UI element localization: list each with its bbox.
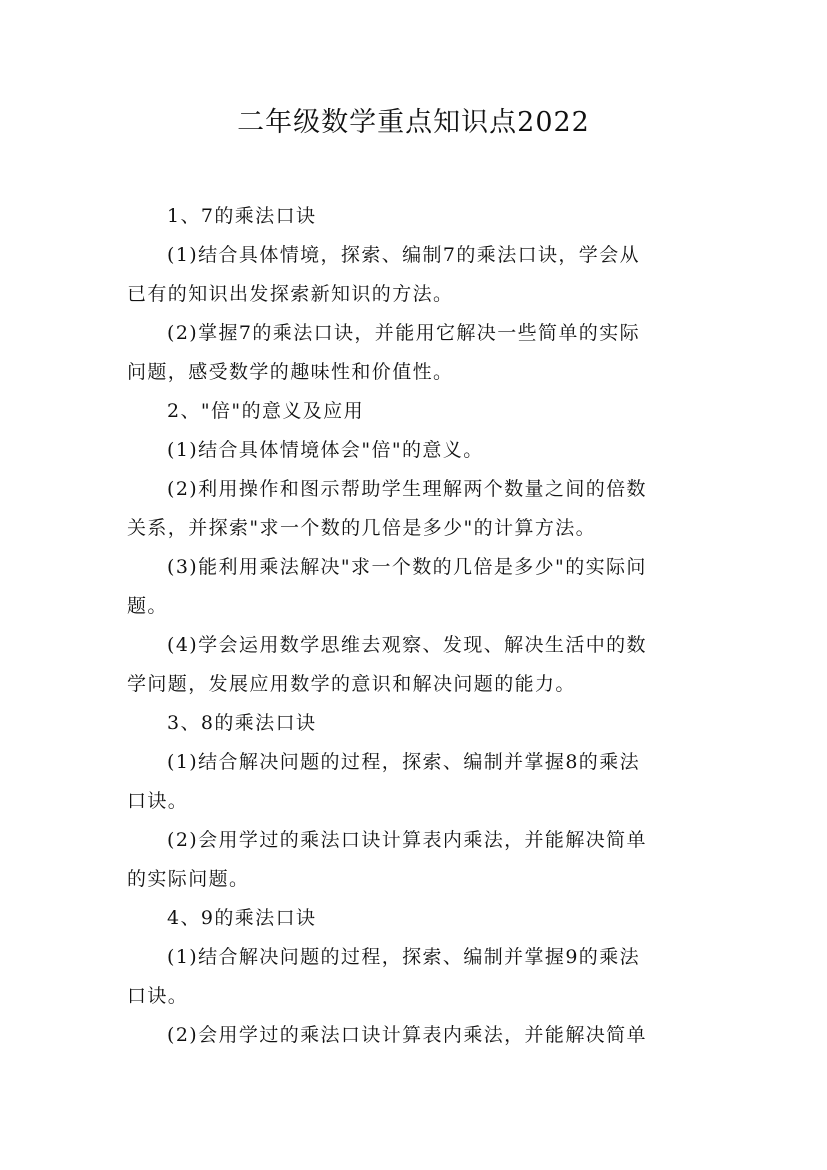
document-body <box>127 197 702 1055</box>
section-heading-3: 3、8的乘法口诀 <box>167 712 317 734</box>
paragraph-line: (1)结合解决问题的过程，探索、编制并掌握8的乘法 <box>167 751 641 773</box>
section-heading-2: 2、"倍"的意义及应用 <box>167 400 364 422</box>
paragraph-line: (1)结合解决问题的过程，探索、编制并掌握9的乘法 <box>167 946 641 968</box>
paragraph-line: (1)结合具体情境，探索、编制7的乘法口诀，学会从 <box>167 244 641 266</box>
section-heading-4: 4、9的乘法口诀 <box>167 907 317 929</box>
paragraph-line: 口诀。 <box>127 790 189 812</box>
page-title: 二年级数学重点知识点2022 <box>237 107 590 138</box>
paragraph-line: (2)利用操作和图示帮助学生理解两个数量之间的倍数 <box>167 478 647 500</box>
paragraph-line: 已有的知识出发探索新知识的方法。 <box>127 283 454 305</box>
paragraph-line: 口诀。 <box>127 985 189 1007</box>
paragraph-line: 关系，并探索"求一个数的几倍是多少"的计算方法。 <box>127 517 597 539</box>
paragraph-line: 学问题，发展应用数学的意识和解决问题的能力。 <box>127 673 576 695</box>
paragraph-line: (2)会用学过的乘法口诀计算表内乘法，并能解决简单 <box>167 829 647 851</box>
paragraph-line: (4)学会运用数学思维去观察、发现、解决生活中的数 <box>167 634 647 656</box>
section-heading-1: 1、7的乘法口诀 <box>167 205 317 227</box>
paragraph-line: (2)掌握7的乘法口诀，并能用它解决一些简单的实际 <box>167 322 641 344</box>
paragraph-line: 的实际问题。 <box>127 868 250 890</box>
paragraph-line: 题。 <box>127 595 168 617</box>
paragraph-line: 问题，感受数学的趣味性和价值性。 <box>127 361 454 383</box>
paragraph-line: (1)结合具体情境体会"倍"的意义。 <box>167 439 484 461</box>
paragraph-line: (2)会用学过的乘法口诀计算表内乘法，并能解决简单 <box>167 1024 647 1046</box>
paragraph-line: (3)能利用乘法解决"求一个数的几倍是多少"的实际问 <box>167 556 647 578</box>
